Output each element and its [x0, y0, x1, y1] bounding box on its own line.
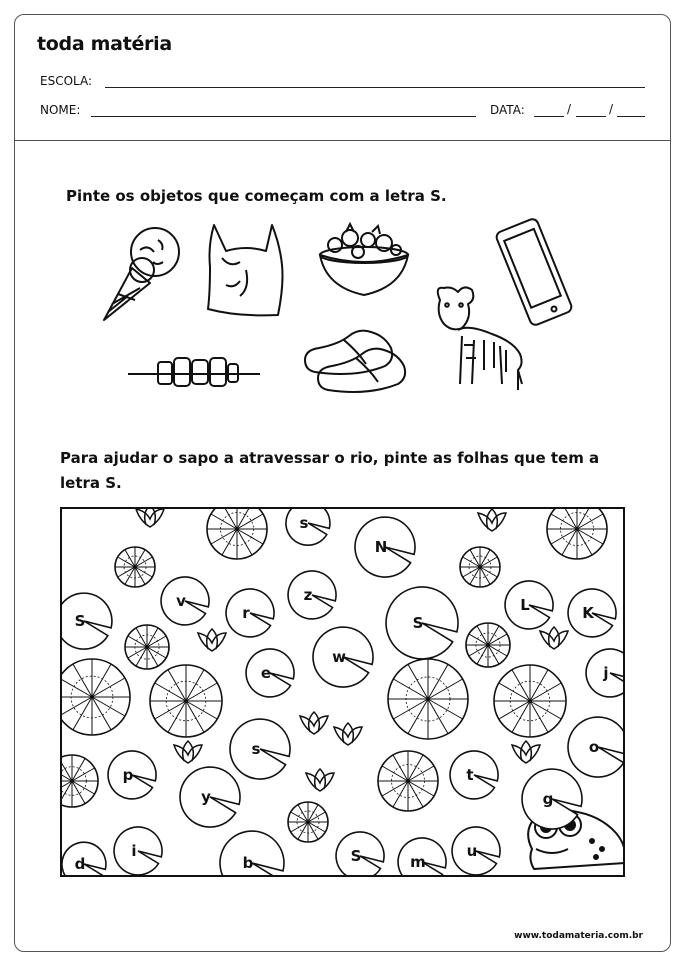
date-separator: / [567, 102, 572, 116]
name-label: NOME: [40, 103, 81, 117]
activity1-instruction: Pinte os objetos que começam com a letra S. [66, 187, 447, 205]
plastic-bag-icon[interactable] [208, 225, 283, 315]
lily-pad-letter: d [74, 855, 86, 873]
lily-pad-11[interactable] [586, 649, 625, 697]
lily-pad-0[interactable] [286, 509, 330, 545]
footer-url: www.todamateria.com.br [514, 931, 643, 941]
lily-pad-14[interactable] [450, 751, 498, 799]
lily-pad-4[interactable] [288, 571, 336, 619]
lily-pad-letter: i [131, 842, 137, 860]
patterned-lily-pad [547, 509, 607, 559]
lily-pad-letter: o [588, 738, 600, 756]
smartphone-icon[interactable] [495, 217, 573, 326]
lily-pad-12[interactable] [230, 719, 290, 779]
lily-pad-17[interactable] [522, 769, 582, 829]
patterned-lily-pad [460, 547, 500, 587]
patterned-lily-pad [125, 625, 169, 669]
date-label: DATA: [490, 103, 525, 117]
school-label: ESCOLA: [40, 74, 93, 88]
patterned-lily-pad [378, 751, 438, 811]
lily-pad-letter: b [242, 854, 254, 872]
shoes-icon[interactable] [305, 331, 405, 392]
patterned-lily-pad [62, 755, 98, 807]
lily-pad-letter: j [603, 664, 609, 682]
lily-pad-16[interactable] [180, 767, 240, 827]
lily-pad-letter: m [410, 853, 426, 871]
activity2-instruction-line2: letra S. [60, 474, 122, 492]
lily-pad-19[interactable] [62, 842, 106, 877]
lily-pad-letter: y [201, 788, 211, 806]
lily-pad-9[interactable] [246, 649, 294, 697]
lily-pad-5[interactable] [386, 587, 458, 659]
river-maze [60, 507, 625, 877]
lily-pad-15[interactable] [568, 717, 625, 777]
patterned-lily-pad [115, 547, 155, 587]
lily-pad-20[interactable] [220, 831, 284, 877]
lily-pad-letter: t [466, 766, 474, 784]
brand-logo: toda matéria [37, 33, 172, 55]
lily-pad-letter: v [176, 592, 186, 610]
skewer-icon[interactable] [128, 358, 260, 386]
lily-pad-letter: s [251, 740, 261, 758]
lily-pad-letter: w [332, 648, 346, 666]
lily-pads-svg [62, 509, 625, 877]
patterned-lily-pad [288, 802, 328, 842]
lily-pad-23[interactable] [452, 827, 500, 875]
lily-pad-10[interactable] [313, 627, 373, 687]
lily-pad-letter: g [542, 790, 554, 808]
patterned-lily-pad [62, 659, 130, 735]
lily-pad-letter: K [582, 604, 594, 622]
lily-pad-letter: e [260, 664, 272, 682]
objects-illustration [0, 0, 685, 440]
lily-pad-8[interactable] [62, 593, 112, 649]
lily-pad-1[interactable] [355, 517, 415, 577]
lily-pad-22[interactable] [398, 838, 446, 877]
lily-pad-letter: S [350, 847, 362, 865]
patterned-lily-pad [494, 665, 566, 737]
lily-pad-letter: r [242, 604, 250, 622]
lily-pad-21[interactable] [336, 832, 384, 877]
lily-pad-letter: S [412, 614, 424, 632]
lily-pad-3[interactable] [226, 589, 274, 637]
patterned-lily-pad [207, 509, 267, 559]
patterned-lily-pad [150, 665, 222, 737]
lily-pad-18[interactable] [114, 827, 162, 875]
lily-pad-letter: u [466, 842, 478, 860]
patterned-lily-pad [388, 659, 468, 739]
zebra-icon[interactable] [438, 287, 522, 390]
lily-pad-letter: N [374, 538, 388, 556]
date-separator: / [609, 102, 614, 116]
lily-pad-13[interactable] [108, 751, 156, 799]
lily-pad-letter: S [74, 612, 86, 630]
patterned-lily-pad [466, 623, 510, 667]
lily-pad-letter: L [520, 596, 530, 614]
lily-pad-6[interactable] [505, 581, 553, 629]
activity2-instruction-line1: Para ajudar o sapo a atravessar o rio, pinte as folhas que tem a [60, 449, 600, 467]
lily-pad-letter: s [299, 514, 309, 532]
salad-bowl-icon[interactable] [320, 224, 408, 295]
lily-pad-letter: p [122, 766, 134, 784]
ice-cream-icon[interactable] [104, 228, 179, 320]
lily-pad-letter: z [303, 586, 313, 604]
lily-pad-7[interactable] [568, 589, 616, 637]
lily-pad-2[interactable] [161, 577, 209, 625]
